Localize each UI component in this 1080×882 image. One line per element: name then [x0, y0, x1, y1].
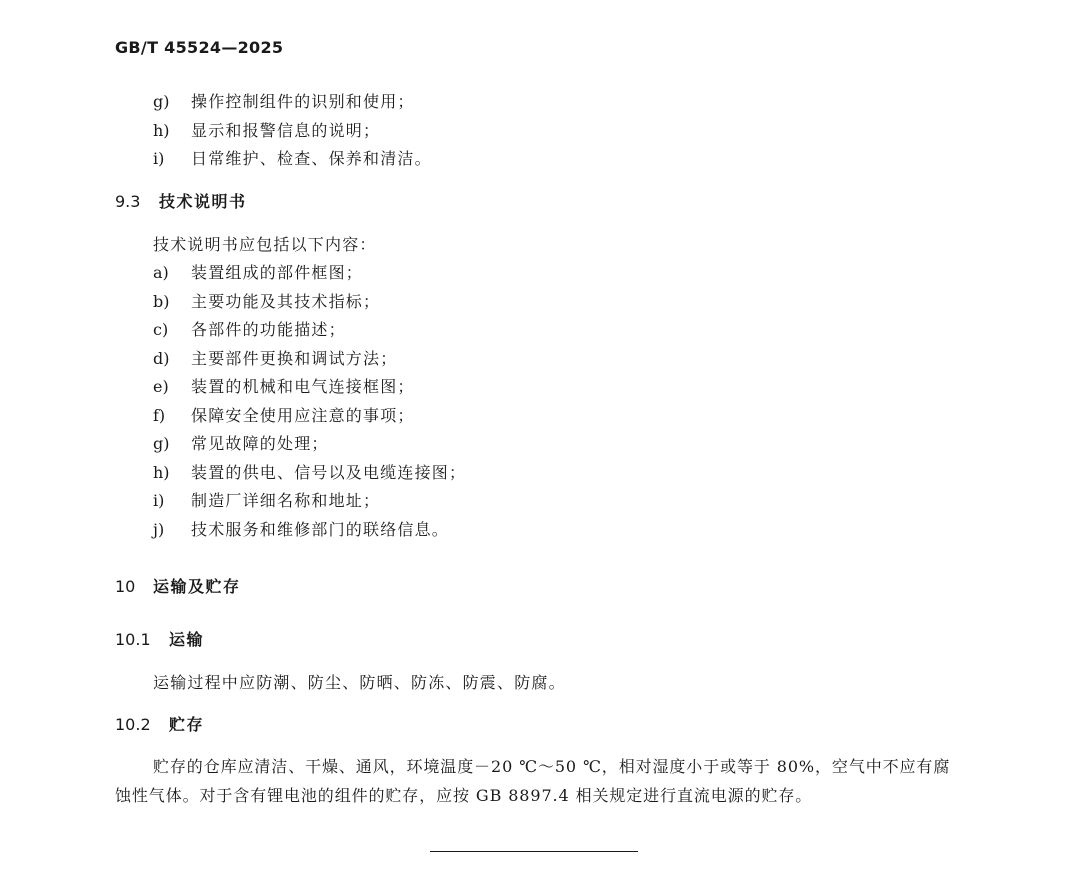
section-title: 运输及贮存 [153, 577, 241, 596]
list-item-text: 显示和报警信息的说明； [191, 121, 381, 140]
list-item [153, 491, 380, 511]
section-intro-paragraph: 技术说明书应包括以下内容： [153, 235, 377, 254]
list-item-text: 主要部件更换和调试方法； [191, 349, 398, 368]
list-item [153, 292, 380, 312]
section-number: 10 [115, 577, 136, 596]
list-item-text: 装置组成的部件框图； [191, 263, 364, 282]
list-marker: i) [153, 491, 165, 510]
list-item [153, 92, 415, 112]
list-marker: i) [153, 149, 165, 168]
list-item-text: 操作控制组件的识别和使用； [191, 92, 415, 111]
list-marker: g) [153, 92, 170, 111]
section-number: 10.1 [115, 630, 151, 649]
list-marker: a) [153, 263, 169, 282]
section-heading-10-1 [115, 630, 204, 650]
list-item-text: 常见故障的处理； [191, 434, 329, 453]
list-marker: j) [153, 520, 165, 539]
list-item [153, 434, 329, 454]
section-body-paragraph: 贮存的仓库应清洁、干燥、通风，环境温度－20 ℃～50 ℃，相对湿度小于或等于 80%，空气中不应有腐蚀性气体。对于含有锂电池的组件的贮存，应按 GB 8897.4 相关规定进行直流电源的贮存。 [115, 757, 951, 805]
list-item [153, 520, 449, 540]
section-title: 贮存 [169, 715, 205, 734]
page-header-standard-number: GB/T 45524—2025 [115, 38, 284, 57]
list-item [153, 263, 363, 283]
section-number: 9.3 [115, 192, 141, 211]
list-item-text: 日常维护、检查、保养和清洁。 [191, 149, 432, 168]
list-item [153, 406, 415, 426]
list-marker: c) [153, 320, 169, 339]
list-marker: e) [153, 377, 169, 396]
list-item-text: 装置的供电、信号以及电缆连接图； [191, 463, 467, 482]
list-item-text: 装置的机械和电气连接框图； [191, 377, 415, 396]
list-item [153, 149, 432, 169]
list-item-text: 保障安全使用应注意的事项； [191, 406, 415, 425]
section-heading-10-2 [115, 715, 204, 735]
list-marker: f) [153, 406, 166, 425]
section-body-paragraph: 运输过程中应防潮、防尘、防晒、防冻、防震、防腐。 [153, 673, 566, 692]
list-item [153, 121, 380, 141]
section-title: 技术说明书 [159, 192, 247, 211]
list-item [153, 377, 415, 397]
list-marker: d) [153, 349, 170, 368]
list-marker: g) [153, 434, 170, 453]
list-item-text: 主要功能及其技术指标； [191, 292, 381, 311]
list-item [153, 320, 346, 340]
list-marker: h) [153, 121, 170, 140]
list-marker: b) [153, 292, 170, 311]
section-title: 运输 [169, 630, 205, 649]
list-item-text: 技术服务和维修部门的联络信息。 [191, 520, 450, 539]
list-item [153, 349, 397, 369]
section-heading-9-3 [115, 192, 247, 212]
list-item-text: 制造厂详细名称和地址； [191, 491, 381, 510]
footer-divider-line [430, 851, 638, 852]
list-item [153, 463, 466, 483]
section-number: 10.2 [115, 715, 151, 734]
list-marker: h) [153, 463, 170, 482]
section-heading-10 [115, 577, 241, 597]
list-item-text: 各部件的功能描述； [191, 320, 346, 339]
